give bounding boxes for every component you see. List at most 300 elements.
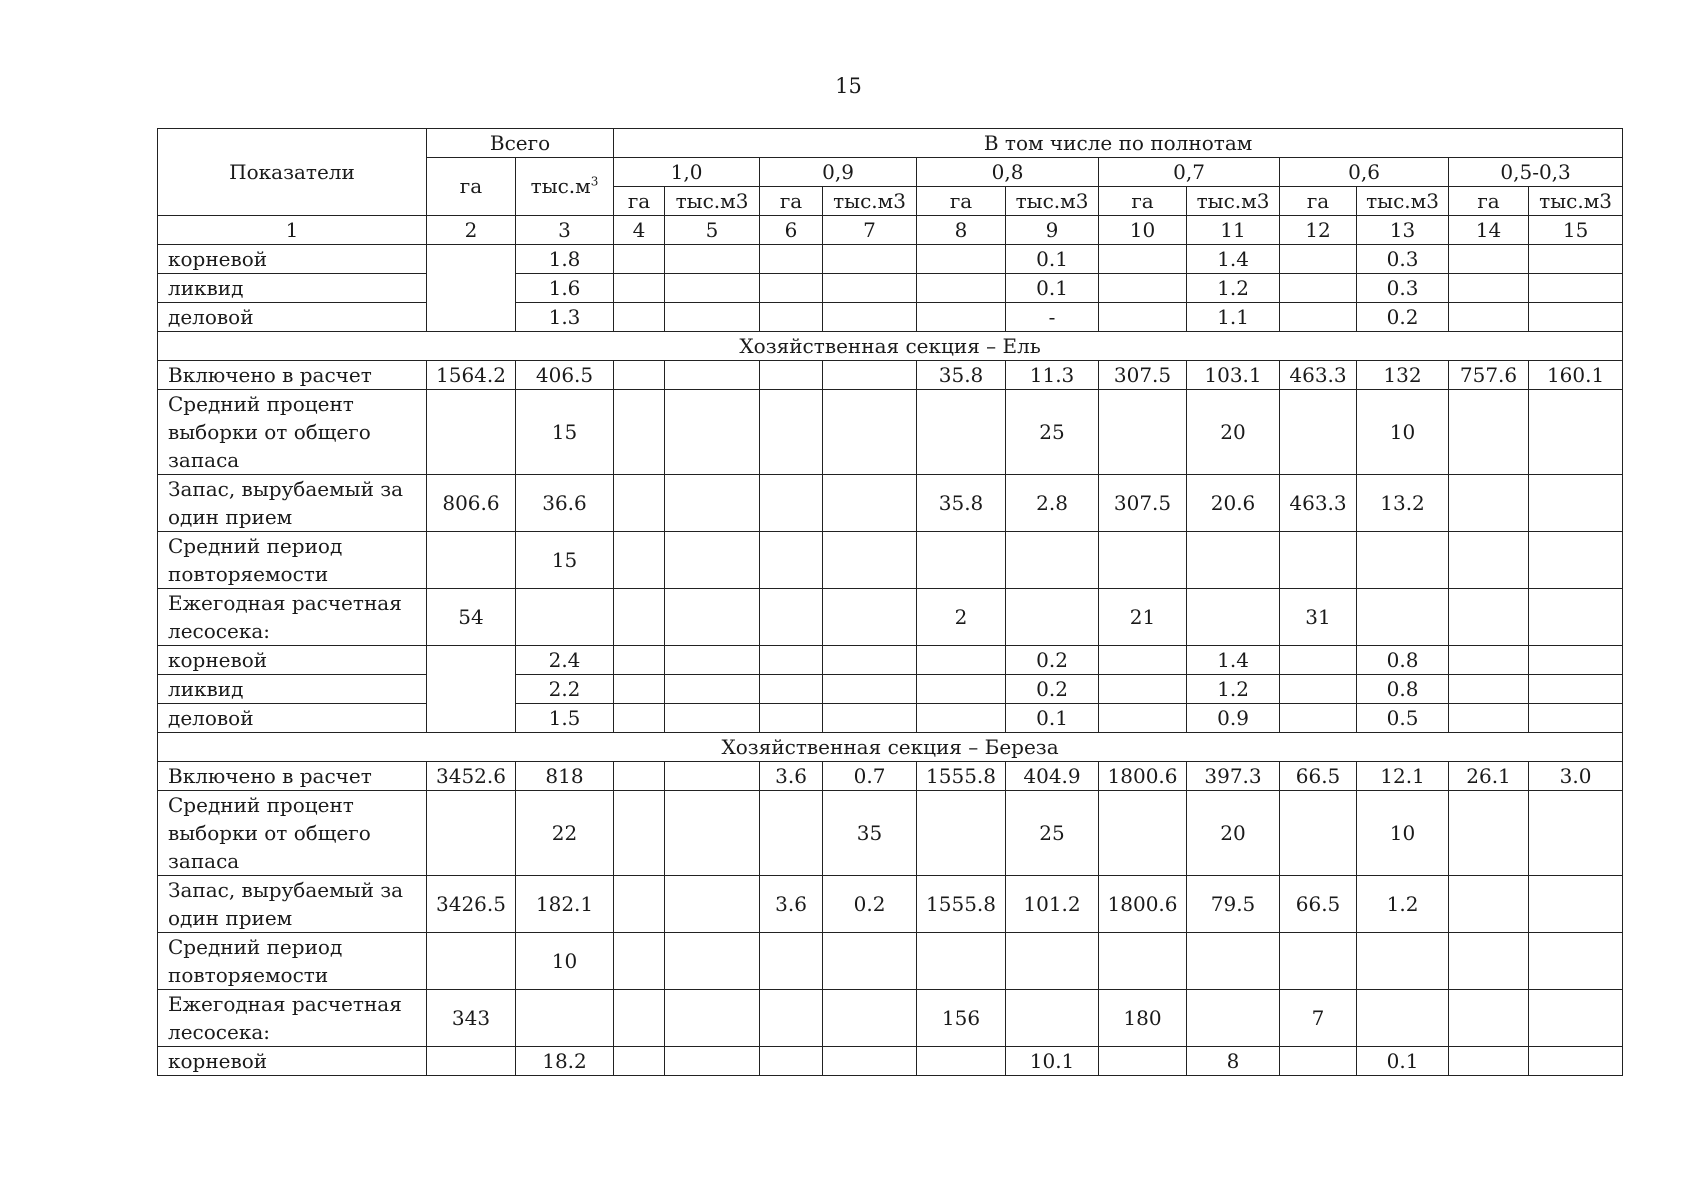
header-volume: тыс.м3 <box>1357 187 1449 216</box>
table-row <box>158 933 1623 990</box>
table-cell <box>760 933 823 990</box>
header-density: 0,9 <box>760 158 917 187</box>
table-cell <box>427 245 516 332</box>
table-cell: 818 <box>516 762 614 791</box>
table-cell <box>1529 990 1623 1047</box>
header-ha: га <box>1280 187 1357 216</box>
table-cell: 35.8 <box>917 361 1006 390</box>
table-cell <box>823 933 917 990</box>
table-cell: 1.4 <box>1187 646 1280 675</box>
table-cell: 18.2 <box>516 1047 614 1076</box>
table-cell <box>614 390 665 475</box>
table-cell: 15 <box>516 390 614 475</box>
table-cell <box>665 274 760 303</box>
table-cell <box>427 646 516 733</box>
table-row <box>158 762 1623 791</box>
header-density: 1,0 <box>614 158 760 187</box>
header-total-ha: га <box>427 158 516 216</box>
table-cell: 0.1 <box>1006 274 1099 303</box>
table-cell <box>665 589 760 646</box>
table-cell: 463.3 <box>1280 475 1357 532</box>
table-cell <box>1449 933 1529 990</box>
table-cell <box>1099 675 1187 704</box>
column-number: 1 <box>158 216 427 245</box>
table-cell: 307.5 <box>1099 475 1187 532</box>
table-cell <box>665 762 760 791</box>
table-cell <box>614 933 665 990</box>
table-cell <box>1099 274 1187 303</box>
table-cell: 79.5 <box>1187 876 1280 933</box>
table-cell <box>1006 589 1099 646</box>
table-cell: 66.5 <box>1280 762 1357 791</box>
column-number: 14 <box>1449 216 1529 245</box>
column-number: 11 <box>1187 216 1280 245</box>
table-cell <box>823 589 917 646</box>
column-number: 3 <box>516 216 614 245</box>
table-cell <box>1280 390 1357 475</box>
table-cell: 1800.6 <box>1099 876 1187 933</box>
table-cell: 66.5 <box>1280 876 1357 933</box>
table-cell <box>665 303 760 332</box>
table-cell: 25 <box>1006 390 1099 475</box>
table-cell <box>823 245 917 274</box>
table-cell <box>823 303 917 332</box>
table-cell: 1.2 <box>1187 274 1280 303</box>
table-cell <box>823 361 917 390</box>
table-cell <box>665 876 760 933</box>
table-cell <box>1280 646 1357 675</box>
table-cell <box>1006 933 1099 990</box>
table-cell: 1800.6 <box>1099 762 1187 791</box>
table-cell: 7 <box>1280 990 1357 1047</box>
table-cell <box>917 532 1006 589</box>
table-cell <box>1529 876 1623 933</box>
table-cell <box>614 646 665 675</box>
table-cell <box>760 475 823 532</box>
table-cell <box>760 675 823 704</box>
table-cell: 103.1 <box>1187 361 1280 390</box>
table-cell: 13.2 <box>1357 475 1449 532</box>
column-number: 2 <box>427 216 516 245</box>
table-cell <box>823 646 917 675</box>
table-cell: 35.8 <box>917 475 1006 532</box>
table-cell: 0.2 <box>1357 303 1449 332</box>
table-cell <box>1280 303 1357 332</box>
table-cell <box>1280 675 1357 704</box>
table-cell: 0.7 <box>823 762 917 791</box>
table-cell <box>1187 589 1280 646</box>
table-cell: 8 <box>1187 1047 1280 1076</box>
row-label: Запас, вырубаемый за один прием <box>158 876 427 933</box>
row-label: деловой <box>158 303 427 332</box>
table-cell: - <box>1006 303 1099 332</box>
column-number: 8 <box>917 216 1006 245</box>
table-cell <box>614 532 665 589</box>
table-cell: 0.8 <box>1357 675 1449 704</box>
row-label: Средний период повторяемости <box>158 933 427 990</box>
table-cell <box>760 791 823 876</box>
header-ha: га <box>1449 187 1529 216</box>
table-cell <box>1449 475 1529 532</box>
table-cell <box>1099 791 1187 876</box>
column-number: 5 <box>665 216 760 245</box>
table-cell <box>427 933 516 990</box>
column-number: 6 <box>760 216 823 245</box>
table-cell <box>1357 990 1449 1047</box>
table-cell: 0.2 <box>1006 675 1099 704</box>
table-cell <box>760 361 823 390</box>
table-cell: 2.4 <box>516 646 614 675</box>
table-cell <box>614 876 665 933</box>
table-cell <box>1449 245 1529 274</box>
table-cell <box>823 1047 917 1076</box>
header-volume: тыс.м3 <box>1529 187 1623 216</box>
table-cell <box>1449 704 1529 733</box>
row-label: деловой <box>158 704 427 733</box>
table-cell <box>917 1047 1006 1076</box>
table-cell <box>917 245 1006 274</box>
table-cell: 0.1 <box>1006 245 1099 274</box>
table-cell: 3.0 <box>1529 762 1623 791</box>
table-cell <box>614 303 665 332</box>
table-cell <box>614 475 665 532</box>
table-cell <box>1187 990 1280 1047</box>
table-cell <box>614 675 665 704</box>
row-label: ликвид <box>158 675 427 704</box>
table-cell: 1.8 <box>516 245 614 274</box>
table-cell: 25 <box>1006 791 1099 876</box>
table-cell <box>760 990 823 1047</box>
section-row <box>158 332 1623 361</box>
table-row <box>158 532 1623 589</box>
table-cell: 21 <box>1099 589 1187 646</box>
header-total-volume: $тыс.м^3$ <box>516 158 614 216</box>
table-cell <box>665 532 760 589</box>
table-cell: 31 <box>1280 589 1357 646</box>
table-cell <box>1529 704 1623 733</box>
table-cell <box>614 245 665 274</box>
header-volume: тыс.м3 <box>823 187 917 216</box>
table-cell: 36.6 <box>516 475 614 532</box>
table-cell <box>1529 303 1623 332</box>
table-cell: 20 <box>1187 390 1280 475</box>
table-cell <box>760 646 823 675</box>
table-cell <box>665 390 760 475</box>
table-cell <box>1449 589 1529 646</box>
table-cell: 463.3 <box>1280 361 1357 390</box>
table-cell <box>823 990 917 1047</box>
table-cell: 0.3 <box>1357 245 1449 274</box>
row-label: Средний процент выборки от общего запаса <box>158 791 427 876</box>
table-cell <box>1187 933 1280 990</box>
table-row <box>158 876 1623 933</box>
table-cell <box>1529 475 1623 532</box>
table-cell <box>427 791 516 876</box>
row-label: корневой <box>158 1047 427 1076</box>
table-cell <box>1449 675 1529 704</box>
column-number: 13 <box>1357 216 1449 245</box>
table-cell <box>917 704 1006 733</box>
table-row <box>158 303 1623 332</box>
table-row <box>158 704 1623 733</box>
table-cell: 15 <box>516 532 614 589</box>
header-ha: га <box>614 187 665 216</box>
table-cell <box>917 675 1006 704</box>
table-cell: 1.2 <box>1187 675 1280 704</box>
table-cell <box>1449 303 1529 332</box>
table-cell <box>760 589 823 646</box>
column-number-row <box>158 216 1623 245</box>
table-cell <box>1529 933 1623 990</box>
table-cell <box>917 303 1006 332</box>
table-cell <box>917 390 1006 475</box>
table-cell <box>917 933 1006 990</box>
table-cell <box>1449 1047 1529 1076</box>
table-cell <box>1099 303 1187 332</box>
table-cell <box>427 390 516 475</box>
table-cell <box>1099 532 1187 589</box>
table-cell <box>917 791 1006 876</box>
table-cell <box>1449 274 1529 303</box>
table-cell <box>760 1047 823 1076</box>
header-density: 0,6 <box>1280 158 1449 187</box>
table-cell <box>665 1047 760 1076</box>
row-label: Запас, вырубаемый за один прием <box>158 475 427 532</box>
table-cell: 406.5 <box>516 361 614 390</box>
table-cell <box>1280 933 1357 990</box>
table-cell: 10 <box>1357 791 1449 876</box>
section-title: Хозяйственная секция – Ель <box>158 332 1623 361</box>
table-cell: 1564.2 <box>427 361 516 390</box>
table-cell: 22 <box>516 791 614 876</box>
table-cell <box>614 762 665 791</box>
table-cell: 35 <box>823 791 917 876</box>
table-cell <box>665 933 760 990</box>
table-cell <box>823 532 917 589</box>
table-cell <box>665 646 760 675</box>
table-cell <box>1099 245 1187 274</box>
table-cell <box>1006 990 1099 1047</box>
table-cell <box>1099 390 1187 475</box>
table-cell: 3.6 <box>760 876 823 933</box>
table-cell: 20.6 <box>1187 475 1280 532</box>
table-cell <box>427 532 516 589</box>
table-cell: 3426.5 <box>427 876 516 933</box>
table-cell <box>823 704 917 733</box>
column-number: 12 <box>1280 216 1357 245</box>
header-total: Всего <box>427 129 614 158</box>
table-cell <box>614 791 665 876</box>
row-label: Включено в расчет <box>158 361 427 390</box>
table-cell: 1.1 <box>1187 303 1280 332</box>
table-cell: 1555.8 <box>917 876 1006 933</box>
table-row <box>158 1047 1623 1076</box>
table-cell <box>1280 791 1357 876</box>
table-cell <box>665 475 760 532</box>
table-cell <box>1187 532 1280 589</box>
header-density: 0,7 <box>1099 158 1280 187</box>
table-cell <box>1099 933 1187 990</box>
table-row <box>158 589 1623 646</box>
table-cell: 182.1 <box>516 876 614 933</box>
table-cell: 132 <box>1357 361 1449 390</box>
table-cell <box>665 704 760 733</box>
table-cell: 0.5 <box>1357 704 1449 733</box>
row-label: Средний процент выборки от общего запаса <box>158 390 427 475</box>
table-cell <box>1280 245 1357 274</box>
table-cell: 156 <box>917 990 1006 1047</box>
table-cell <box>1280 274 1357 303</box>
table-cell: 2 <box>917 589 1006 646</box>
table-cell <box>1529 390 1623 475</box>
table-cell <box>1099 704 1187 733</box>
table-cell <box>760 274 823 303</box>
table-cell <box>1529 274 1623 303</box>
table-cell <box>1529 245 1623 274</box>
column-number: 4 <box>614 216 665 245</box>
table-cell: 3452.6 <box>427 762 516 791</box>
table-cell <box>823 675 917 704</box>
row-label: Включено в расчет <box>158 762 427 791</box>
header-by-density: В том числе по полнотам <box>614 129 1623 158</box>
header-density: 0,8 <box>917 158 1099 187</box>
section-row <box>158 733 1623 762</box>
header-ha: га <box>917 187 1006 216</box>
table-cell <box>1449 990 1529 1047</box>
table-row <box>158 390 1623 475</box>
header-volume: тыс.м3 <box>1006 187 1099 216</box>
table-cell <box>614 589 665 646</box>
table-cell <box>614 704 665 733</box>
allowable-cut-table <box>157 128 1623 1076</box>
table-cell: 0.1 <box>1006 704 1099 733</box>
table-cell: 0.1 <box>1357 1047 1449 1076</box>
table-cell <box>1357 532 1449 589</box>
table-cell <box>665 990 760 1047</box>
table-cell: 2.2 <box>516 675 614 704</box>
table-cell <box>823 390 917 475</box>
table-cell <box>1449 390 1529 475</box>
table-cell <box>760 704 823 733</box>
table-cell <box>665 245 760 274</box>
table-cell <box>760 303 823 332</box>
table-cell: 1.5 <box>516 704 614 733</box>
header-density: 0,5-0,3 <box>1449 158 1623 187</box>
page-number: 15 <box>835 74 862 98</box>
table-cell <box>1529 646 1623 675</box>
row-label: Ежегодная расчетная лесосека: <box>158 990 427 1047</box>
table-cell: 343 <box>427 990 516 1047</box>
table-cell: 404.9 <box>1006 762 1099 791</box>
table-cell: 26.1 <box>1449 762 1529 791</box>
header-ha: га <box>760 187 823 216</box>
table-cell: 0.9 <box>1187 704 1280 733</box>
table-cell <box>1529 675 1623 704</box>
table-cell: 180 <box>1099 990 1187 1047</box>
table-cell <box>760 532 823 589</box>
table-row <box>158 675 1623 704</box>
table-cell: 54 <box>427 589 516 646</box>
table-cell: 2.8 <box>1006 475 1099 532</box>
table-cell <box>1449 791 1529 876</box>
table-row <box>158 475 1623 532</box>
table-cell: 1.3 <box>516 303 614 332</box>
table-cell: 1.4 <box>1187 245 1280 274</box>
table-cell <box>1449 876 1529 933</box>
column-number: 7 <box>823 216 917 245</box>
table-cell: 1555.8 <box>917 762 1006 791</box>
table-cell <box>1449 532 1529 589</box>
table-cell <box>614 361 665 390</box>
table-cell <box>665 361 760 390</box>
table-cell <box>614 274 665 303</box>
table-row <box>158 791 1623 876</box>
table-cell <box>516 589 614 646</box>
table-cell: 0.8 <box>1357 646 1449 675</box>
table-cell: 1.6 <box>516 274 614 303</box>
table-cell: 160.1 <box>1529 361 1623 390</box>
table-cell <box>1357 589 1449 646</box>
table-cell <box>614 990 665 1047</box>
table-cell: 20 <box>1187 791 1280 876</box>
table-body <box>158 245 1623 1076</box>
table-cell <box>427 1047 516 1076</box>
header-indicators: Показатели <box>158 129 427 216</box>
table-cell: 11.3 <box>1006 361 1099 390</box>
table-row <box>158 245 1623 274</box>
row-label: ликвид <box>158 274 427 303</box>
table-cell: 101.2 <box>1006 876 1099 933</box>
table-cell <box>1099 646 1187 675</box>
header-ha: га <box>1099 187 1187 216</box>
table-cell: 1.2 <box>1357 876 1449 933</box>
table-cell <box>1529 589 1623 646</box>
table-cell <box>1099 1047 1187 1076</box>
table-cell: 307.5 <box>1099 361 1187 390</box>
table-cell <box>1280 532 1357 589</box>
table-cell <box>823 475 917 532</box>
table-cell: 0.3 <box>1357 274 1449 303</box>
table-row <box>158 274 1623 303</box>
column-number: 9 <box>1006 216 1099 245</box>
table-cell <box>917 646 1006 675</box>
header-volume: тыс.м3 <box>1187 187 1280 216</box>
table-cell <box>516 990 614 1047</box>
header-volume: тыс.м3 <box>665 187 760 216</box>
table-row <box>158 361 1623 390</box>
table-cell <box>1529 791 1623 876</box>
table-row <box>158 990 1623 1047</box>
section-title: Хозяйственная секция – Береза <box>158 733 1623 762</box>
table-cell <box>760 245 823 274</box>
table-cell: 10 <box>516 933 614 990</box>
table-cell <box>760 390 823 475</box>
table-cell: 397.3 <box>1187 762 1280 791</box>
table-cell <box>1006 532 1099 589</box>
table-cell <box>917 274 1006 303</box>
table-cell <box>1357 933 1449 990</box>
row-label: корневой <box>158 245 427 274</box>
table-cell: 12.1 <box>1357 762 1449 791</box>
table-cell: 806.6 <box>427 475 516 532</box>
row-label: Средний период повторяемости <box>158 532 427 589</box>
table-cell <box>665 675 760 704</box>
column-number: 10 <box>1099 216 1187 245</box>
table-cell <box>1529 1047 1623 1076</box>
table-cell <box>1280 1047 1357 1076</box>
table-cell <box>1529 532 1623 589</box>
table-cell <box>665 791 760 876</box>
